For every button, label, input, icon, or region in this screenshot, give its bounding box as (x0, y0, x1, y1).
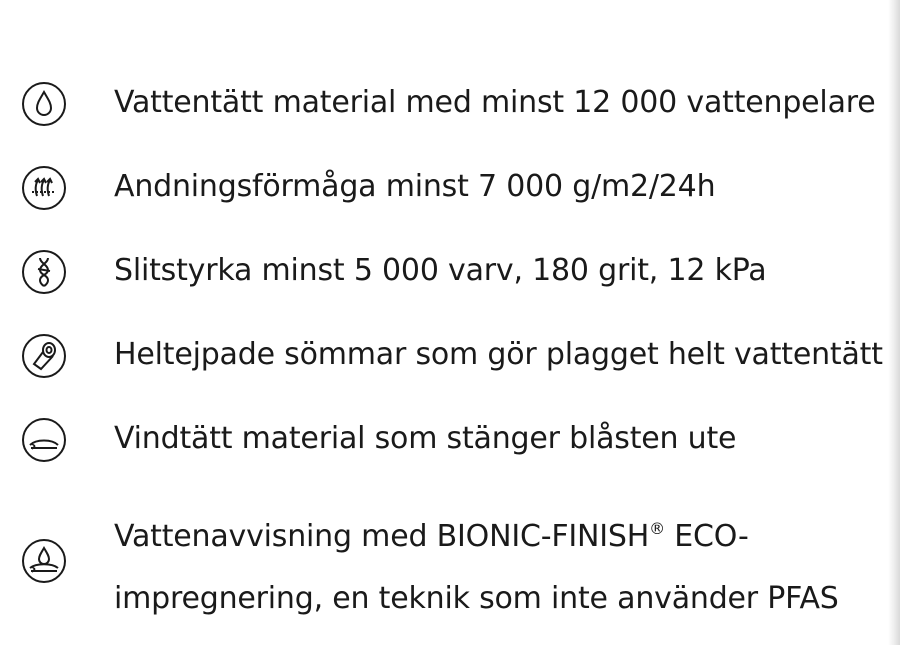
water-drop-icon (21, 81, 67, 127)
registered-mark: ® (649, 519, 665, 538)
feature-row (0, 330, 883, 382)
feature-text (114, 498, 839, 630)
page-edge-shadow (888, 0, 900, 645)
breathability-icon (21, 165, 67, 211)
feature-row (0, 162, 880, 214)
seam-tape-icon (21, 333, 67, 379)
feature-row (0, 498, 880, 622)
water-repellent-icon (21, 538, 67, 584)
feature-text: Vindtätt material som stänger blåsten ute (114, 421, 737, 456)
windproof-icon (21, 417, 67, 463)
feature-text-line-1: Vattenavvisning med BIONIC-FINISH® ECO- (114, 519, 749, 554)
feature-text-line-2: impregnering, en teknik som inte använder PFAS (114, 581, 839, 616)
feature-text: Andningsförmåga minst 7 000 g/m2/24h (114, 169, 716, 204)
feature-row (0, 78, 880, 130)
knot-durability-icon (21, 249, 67, 295)
feature-row (0, 414, 880, 466)
feature-text: Vattentätt material med minst 12 000 vattenpelare (114, 85, 876, 120)
feature-text: Heltejpade sömmar som gör plagget helt vattentätt (114, 337, 883, 372)
feature-text: Slitstyrka minst 5 000 varv, 180 grit, 12 kPa (114, 253, 767, 288)
feature-row (0, 246, 880, 298)
